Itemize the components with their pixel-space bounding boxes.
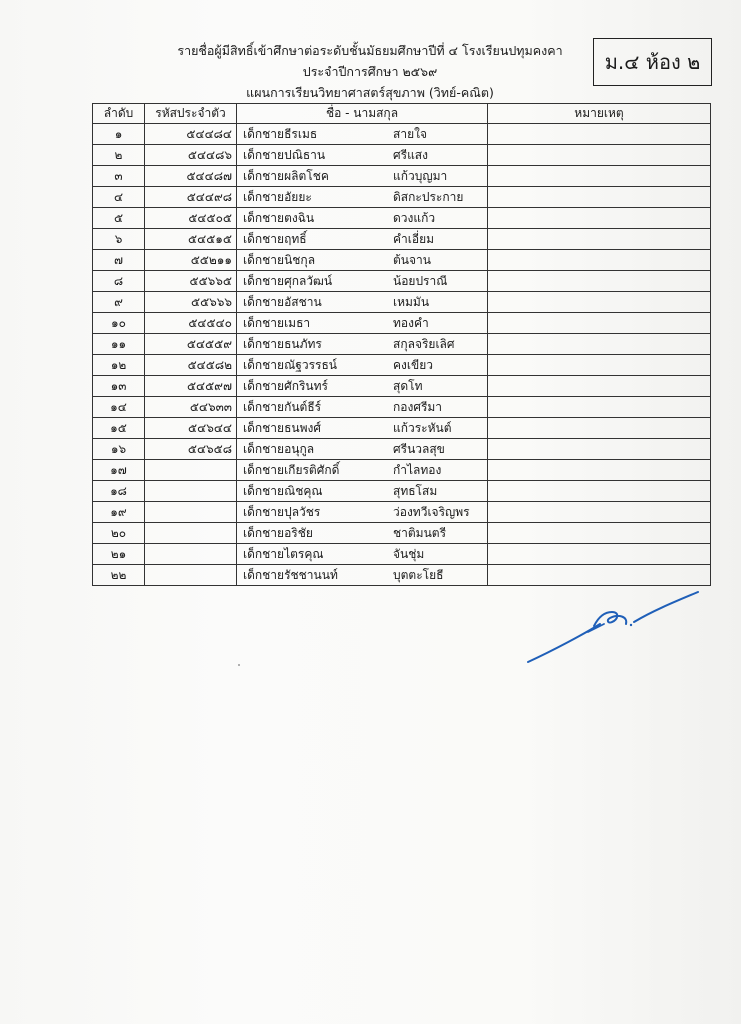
table-row — [93, 145, 711, 166]
first-name: เด็กชายผลิตโชค — [243, 168, 329, 183]
table-row — [93, 376, 711, 397]
table-row — [93, 502, 711, 523]
student-name — [237, 145, 488, 166]
student-id: ๕๔๕๕๙ — [145, 334, 237, 355]
last-name: ศรีแสง — [393, 147, 428, 162]
student-id — [145, 523, 237, 544]
header-academic-year: ประจำปีการศึกษา ๒๕๖๙ — [302, 64, 438, 79]
order-number: ๑ — [93, 124, 145, 145]
order-number: ๑๓ — [93, 376, 145, 397]
column-header-order: ลำดับ — [93, 104, 145, 124]
first-name: เด็กชายรัชชานนท์ — [243, 567, 338, 582]
order-number: ๒๑ — [93, 544, 145, 565]
order-number: ๒ — [93, 145, 145, 166]
student-id: ๕๔๔๙๘ — [145, 187, 237, 208]
remarks — [488, 544, 711, 565]
table-row — [93, 271, 711, 292]
table-row — [93, 166, 711, 187]
room-label-box — [593, 38, 712, 86]
last-name: สายใจ — [393, 126, 427, 141]
remarks — [488, 292, 711, 313]
remarks — [488, 439, 711, 460]
student-name — [237, 439, 488, 460]
student-id: ๕๔๔๘๖ — [145, 145, 237, 166]
first-name: เด็กชายอริชัย — [243, 525, 313, 540]
first-name: เด็กชายธนภัทร — [243, 336, 322, 351]
last-name: สุทธโสม — [393, 483, 438, 498]
order-number: ๒๒ — [93, 565, 145, 586]
order-number: ๘ — [93, 271, 145, 292]
room-label: ม.๔ ห้อง ๒ — [604, 50, 701, 74]
student-name — [237, 334, 488, 355]
student-name — [237, 292, 488, 313]
student-id: ๕๔๖๓๓ — [145, 397, 237, 418]
remarks — [488, 271, 711, 292]
remarks — [488, 523, 711, 544]
last-name: บุตตะโยธี — [393, 567, 444, 582]
student-name — [237, 565, 488, 586]
last-name: แก้วบุญมา — [393, 168, 448, 183]
first-name: เด็กชายณัฐวรรธน์ — [243, 357, 337, 372]
last-name: ว่องทวีเจริญพร — [393, 504, 470, 519]
order-number: ๖ — [93, 229, 145, 250]
first-name: เด็กชายปณิธาน — [243, 147, 326, 162]
last-name: เหมมัน — [393, 294, 430, 309]
last-name: แก้วระหันต์ — [393, 420, 452, 435]
last-name: ชาติมนตรี — [393, 525, 447, 540]
remarks — [488, 418, 711, 439]
order-number: ๑๔ — [93, 397, 145, 418]
order-number: ๒๐ — [93, 523, 145, 544]
table-row — [93, 418, 711, 439]
order-number: ๑๖ — [93, 439, 145, 460]
last-name: ต้นจาน — [393, 252, 431, 267]
first-name: เด็กชายเกียรติศักดิ์ — [243, 462, 340, 477]
remarks — [488, 334, 711, 355]
order-number: ๑๘ — [93, 481, 145, 502]
table-row — [93, 397, 711, 418]
student-id: ๕๕๖๖๕ — [145, 271, 237, 292]
first-name: เด็กชายเมธา — [243, 315, 311, 330]
last-name: กองศรีมา — [393, 399, 443, 414]
order-number: ๑๕ — [93, 418, 145, 439]
remarks — [488, 166, 711, 187]
remarks — [488, 145, 711, 166]
table-row — [93, 523, 711, 544]
order-number: ๓ — [93, 166, 145, 187]
remarks — [488, 124, 711, 145]
remarks — [488, 355, 711, 376]
order-number: ๑๗ — [93, 460, 145, 481]
remarks — [488, 187, 711, 208]
student-id: ๕๔๕๑๕ — [145, 229, 237, 250]
order-number: ๙ — [93, 292, 145, 313]
student-id: ๕๔๕๘๒ — [145, 355, 237, 376]
document-header — [150, 40, 590, 103]
last-name: จันชุ่ม — [393, 546, 425, 561]
paper-speck — [238, 664, 240, 666]
student-id — [145, 565, 237, 586]
last-name: คำเอี่ยม — [393, 231, 435, 246]
first-name: เด็กชายอนุกูล — [243, 441, 315, 456]
order-number: ๑๒ — [93, 355, 145, 376]
student-id: ๕๔๕๙๗ — [145, 376, 237, 397]
table-row — [93, 481, 711, 502]
order-number: ๑๐ — [93, 313, 145, 334]
first-name: เด็กชายศักรินทร์ — [243, 378, 328, 393]
table-row — [93, 124, 711, 145]
student-id — [145, 481, 237, 502]
first-name: เด็กชายอัสชาน — [243, 294, 322, 309]
first-name: เด็กชายกันต์ธีร์ — [243, 399, 322, 414]
remarks — [488, 502, 711, 523]
first-name: เด็กชายณิชคุณ — [243, 483, 323, 498]
student-name — [237, 544, 488, 565]
student-name — [237, 229, 488, 250]
first-name: เด็กชายปุลวัชร — [243, 504, 321, 519]
order-number: ๕ — [93, 208, 145, 229]
table-row — [93, 439, 711, 460]
remarks — [488, 460, 711, 481]
first-name: เด็กชายธนพงศ์ — [243, 420, 321, 435]
last-name: ดวงแก้ว — [393, 210, 436, 225]
remarks — [488, 313, 711, 334]
header-title: รายชื่อผู้มีสิทธิ์เข้าศึกษาต่อระดับชั้นมัธยมศึกษาปีที่ ๔ โรงเรียนปทุมคงคา — [177, 43, 563, 58]
student-id: ๕๔๔๘๔ — [145, 124, 237, 145]
remarks — [488, 250, 711, 271]
table-row — [93, 250, 711, 271]
student-id — [145, 502, 237, 523]
first-name: เด็กชายศุกลวัฒน์ — [243, 273, 333, 288]
table-row — [93, 187, 711, 208]
student-id — [145, 544, 237, 565]
remarks — [488, 397, 711, 418]
table-row — [93, 460, 711, 481]
table-header-row — [93, 104, 711, 124]
student-id: ๕๕๖๖๖ — [145, 292, 237, 313]
student-name — [237, 166, 488, 187]
last-name: ทองคำ — [393, 315, 429, 330]
header-study-plan: แผนการเรียนวิทยาศาสตร์สุขภาพ (วิทย์-คณิต) — [246, 85, 494, 100]
first-name: เด็กชายอัยยะ — [243, 189, 312, 204]
column-header-remarks: หมายเหตุ — [488, 104, 711, 124]
table-row — [93, 355, 711, 376]
student-name — [237, 124, 488, 145]
first-name: เด็กชายฤทธิ์ — [243, 231, 307, 246]
order-number: ๗ — [93, 250, 145, 271]
student-name — [237, 397, 488, 418]
table-row — [93, 292, 711, 313]
remarks — [488, 376, 711, 397]
first-name: เด็กชายนิชกุล — [243, 252, 316, 267]
order-number: ๔ — [93, 187, 145, 208]
remarks — [488, 565, 711, 586]
table-row — [93, 208, 711, 229]
student-id — [145, 460, 237, 481]
last-name: สุดโท — [393, 378, 423, 393]
student-name — [237, 355, 488, 376]
signature — [524, 588, 700, 666]
student-name — [237, 208, 488, 229]
student-roster-table — [92, 103, 711, 586]
last-name: น้อยปราณี — [393, 273, 448, 288]
student-name — [237, 418, 488, 439]
student-name — [237, 313, 488, 334]
remarks — [488, 481, 711, 502]
column-header-name: ชื่อ - นามสกุล — [237, 104, 488, 124]
last-name: ศรีนวลสุข — [393, 441, 445, 456]
first-name: เด็กชายธีรเมธ — [243, 126, 318, 141]
last-name: คงเขียว — [393, 357, 433, 372]
table-row — [93, 313, 711, 334]
student-name — [237, 271, 488, 292]
student-name — [237, 502, 488, 523]
remarks — [488, 208, 711, 229]
table-row — [93, 334, 711, 355]
roster-body — [93, 124, 711, 586]
last-name: สกุลจริยเลิศ — [393, 336, 455, 351]
student-name — [237, 187, 488, 208]
table-row — [93, 544, 711, 565]
last-name: ดิสกะประกาย — [393, 189, 464, 204]
student-id: ๕๕๒๑๑ — [145, 250, 237, 271]
student-name — [237, 250, 488, 271]
student-name — [237, 376, 488, 397]
remarks — [488, 229, 711, 250]
table-row — [93, 229, 711, 250]
student-name — [237, 481, 488, 502]
student-id: ๕๔๖๕๘ — [145, 439, 237, 460]
first-name: เด็กชายไตรคุณ — [243, 546, 324, 561]
student-id: ๕๔๖๔๔ — [145, 418, 237, 439]
student-id: ๕๔๔๘๗ — [145, 166, 237, 187]
table-row — [93, 565, 711, 586]
student-name — [237, 523, 488, 544]
order-number: ๑๙ — [93, 502, 145, 523]
student-id: ๕๔๕๐๕ — [145, 208, 237, 229]
student-id: ๕๔๕๔๐ — [145, 313, 237, 334]
column-header-student-id: รหัสประจำตัว — [145, 104, 237, 124]
last-name: กำไลทอง — [393, 462, 442, 477]
first-name: เด็กชายตงฉิน — [243, 210, 315, 225]
order-number: ๑๑ — [93, 334, 145, 355]
student-name — [237, 460, 488, 481]
